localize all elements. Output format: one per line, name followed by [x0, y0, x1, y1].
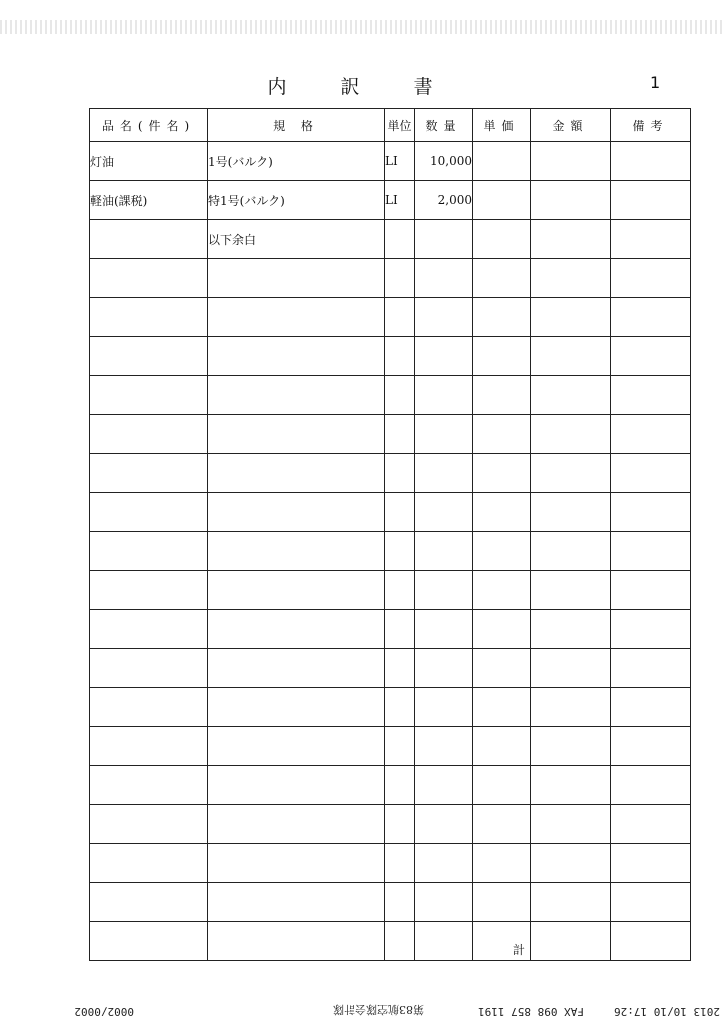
cell-remarks: [611, 766, 691, 805]
cell-unit: LI: [385, 142, 415, 181]
cell-amount: [531, 922, 611, 961]
cell-unit-price: [473, 259, 531, 298]
cell-spec: [208, 571, 385, 610]
cell-remarks: [611, 493, 691, 532]
cell-item-name: [90, 571, 208, 610]
table-row: [90, 220, 691, 259]
cell-remarks: [611, 142, 691, 181]
cell-quantity: [415, 688, 473, 727]
cell-remarks: [611, 220, 691, 259]
cell-remarks: [611, 532, 691, 571]
cell-unit: [385, 415, 415, 454]
cell-spec: 以下余白: [208, 220, 385, 259]
cell-spec: [208, 844, 385, 883]
cell-unit-price: [473, 727, 531, 766]
cell-amount: [531, 649, 611, 688]
cell-item-name: 灯油: [90, 142, 208, 181]
table-row: [90, 727, 691, 766]
cell-item-name: [90, 883, 208, 922]
cell-spec: [208, 688, 385, 727]
cell-unit-price: [473, 883, 531, 922]
cell-unit-price: [473, 844, 531, 883]
cell-unit: [385, 298, 415, 337]
cell-unit: [385, 844, 415, 883]
cell-item-name: [90, 298, 208, 337]
header-item-name: 品名(件名): [90, 109, 208, 142]
cell-spec: [208, 766, 385, 805]
table-row: [90, 883, 691, 922]
table-row: [90, 532, 691, 571]
cell-remarks: [611, 610, 691, 649]
table-row: [90, 610, 691, 649]
cell-unit-price: [473, 376, 531, 415]
cell-remarks: [611, 454, 691, 493]
cell-quantity: [415, 259, 473, 298]
cell-remarks: [611, 181, 691, 220]
cell-amount: [531, 805, 611, 844]
cell-spec: [208, 610, 385, 649]
cell-quantity: [415, 571, 473, 610]
cell-amount: [531, 142, 611, 181]
fax-page: 0002/0002: [74, 1005, 134, 1018]
table-row: [90, 337, 691, 376]
cell-amount: [531, 454, 611, 493]
cell-unit-price: [473, 181, 531, 220]
cell-unit-price: [473, 493, 531, 532]
cell-item-name: [90, 727, 208, 766]
cell-quantity: [415, 727, 473, 766]
cell-remarks: [611, 727, 691, 766]
cell-unit-price: [473, 220, 531, 259]
total-label: 計: [513, 943, 526, 957]
cell-unit: [385, 337, 415, 376]
cell-quantity: [415, 649, 473, 688]
table-row: [90, 259, 691, 298]
cell-amount: [531, 688, 611, 727]
header-unit-price: 単価: [473, 109, 531, 142]
header-spec: 規 格: [208, 109, 385, 142]
cell-item-name: [90, 259, 208, 298]
cell-unit-price: [473, 805, 531, 844]
cell-unit: [385, 610, 415, 649]
cell-spec: [208, 649, 385, 688]
cell-item-name: [90, 337, 208, 376]
cell-amount: [531, 571, 611, 610]
breakdown-table: [89, 108, 691, 961]
table-row: [90, 298, 691, 337]
cell-quantity: [415, 298, 473, 337]
cell-unit: [385, 649, 415, 688]
cell-quantity: [415, 805, 473, 844]
cell-item-name: [90, 766, 208, 805]
cell-quantity: 2,000: [415, 181, 473, 220]
cell-unit: [385, 727, 415, 766]
cell-remarks: [611, 922, 691, 961]
cell-item-name: [90, 844, 208, 883]
header-quantity: 数量: [415, 109, 473, 142]
header-amount: 金額: [531, 109, 611, 142]
cell-spec: [208, 298, 385, 337]
cell-spec: [208, 259, 385, 298]
cell-unit-price: [473, 454, 531, 493]
cell-spec: [208, 922, 385, 961]
cell-unit-price: [473, 142, 531, 181]
cell-remarks: [611, 337, 691, 376]
cell-item-name: [90, 610, 208, 649]
cell-unit: [385, 220, 415, 259]
cell-unit: [385, 259, 415, 298]
cell-spec: 特1号(バルク): [208, 181, 385, 220]
cell-quantity: [415, 922, 473, 961]
cell-spec: [208, 493, 385, 532]
cell-quantity: [415, 883, 473, 922]
cell-quantity: [415, 532, 473, 571]
table-row: [90, 454, 691, 493]
cell-amount: [531, 532, 611, 571]
cell-spec: [208, 805, 385, 844]
document-title: 内 訳 書: [267, 76, 457, 98]
cell-item-name: [90, 805, 208, 844]
cell-amount: [531, 298, 611, 337]
cell-remarks: [611, 415, 691, 454]
table-row: [90, 415, 691, 454]
cell-spec: [208, 727, 385, 766]
cell-item-name: [90, 532, 208, 571]
cell-item-name: [90, 649, 208, 688]
cell-amount: [531, 337, 611, 376]
cell-amount: [531, 610, 611, 649]
cell-unit-price: [473, 532, 531, 571]
fax-datetime: 2013 10/10 17:26: [614, 1005, 720, 1018]
cell-quantity: [415, 220, 473, 259]
table-row: [90, 181, 691, 220]
cell-amount: [531, 259, 611, 298]
cell-quantity: [415, 454, 473, 493]
cell-quantity: [415, 610, 473, 649]
table-row: [90, 649, 691, 688]
cell-remarks: [611, 649, 691, 688]
cell-amount: [531, 883, 611, 922]
cell-item-name: [90, 376, 208, 415]
cell-remarks: [611, 688, 691, 727]
page-number: 1: [650, 73, 661, 92]
cell-amount: [531, 220, 611, 259]
cell-quantity: [415, 415, 473, 454]
cell-item-name: [90, 454, 208, 493]
cell-unit: [385, 922, 415, 961]
cell-spec: 1号(バルク): [208, 142, 385, 181]
cell-quantity: [415, 337, 473, 376]
cell-quantity: [415, 376, 473, 415]
cell-unit: [385, 766, 415, 805]
table-row: [90, 376, 691, 415]
cell-item-name: 軽油(課税): [90, 181, 208, 220]
table-row: [90, 142, 691, 181]
table-row: [90, 766, 691, 805]
table-body: [90, 142, 691, 961]
cell-unit: [385, 688, 415, 727]
cell-unit: [385, 883, 415, 922]
cell-unit-price: [473, 415, 531, 454]
cell-unit-price: [473, 766, 531, 805]
cell-amount: [531, 766, 611, 805]
cell-amount: [531, 844, 611, 883]
cell-unit-price: [473, 571, 531, 610]
table-row: [90, 688, 691, 727]
table-row: [90, 805, 691, 844]
cell-unit: [385, 571, 415, 610]
cell-unit-price: [473, 298, 531, 337]
fax-number: FAX 098 857 1191: [478, 1005, 584, 1018]
table-row: [90, 571, 691, 610]
scan-noise-band: [0, 20, 724, 34]
cell-amount: [531, 181, 611, 220]
cell-amount: [531, 493, 611, 532]
cell-quantity: [415, 844, 473, 883]
cell-amount: [531, 376, 611, 415]
cell-item-name: [90, 922, 208, 961]
cell-amount: [531, 415, 611, 454]
cell-unit-price: [473, 610, 531, 649]
cell-remarks: [611, 259, 691, 298]
cell-item-name: [90, 415, 208, 454]
cell-spec: [208, 454, 385, 493]
cell-spec: [208, 415, 385, 454]
cell-unit: LI: [385, 181, 415, 220]
cell-quantity: 10,000: [415, 142, 473, 181]
cell-unit-price: [473, 649, 531, 688]
table-header-row: [90, 109, 691, 142]
cell-unit: [385, 805, 415, 844]
cell-spec: [208, 532, 385, 571]
cell-amount: [531, 727, 611, 766]
table-row: [90, 493, 691, 532]
cell-unit-price: [473, 922, 531, 961]
cell-remarks: [611, 571, 691, 610]
cell-item-name: [90, 220, 208, 259]
cell-spec: [208, 376, 385, 415]
cell-remarks: [611, 844, 691, 883]
cell-remarks: [611, 376, 691, 415]
cell-remarks: [611, 883, 691, 922]
cell-spec: [208, 337, 385, 376]
fax-transmission-header: [0, 1000, 724, 1022]
table-row: [90, 922, 691, 961]
cell-unit: [385, 454, 415, 493]
table-row: [90, 844, 691, 883]
fax-sender: 第83航空隊会計隊: [333, 1003, 424, 1016]
cell-unit: [385, 493, 415, 532]
header-remarks: 備考: [611, 109, 691, 142]
cell-item-name: [90, 688, 208, 727]
cell-unit: [385, 532, 415, 571]
cell-unit-price: [473, 337, 531, 376]
cell-remarks: [611, 298, 691, 337]
cell-item-name: [90, 493, 208, 532]
header-unit: 単位: [385, 109, 415, 142]
cell-quantity: [415, 766, 473, 805]
cell-unit-price: [473, 688, 531, 727]
cell-remarks: [611, 805, 691, 844]
cell-unit: [385, 376, 415, 415]
cell-quantity: [415, 493, 473, 532]
cell-spec: [208, 883, 385, 922]
